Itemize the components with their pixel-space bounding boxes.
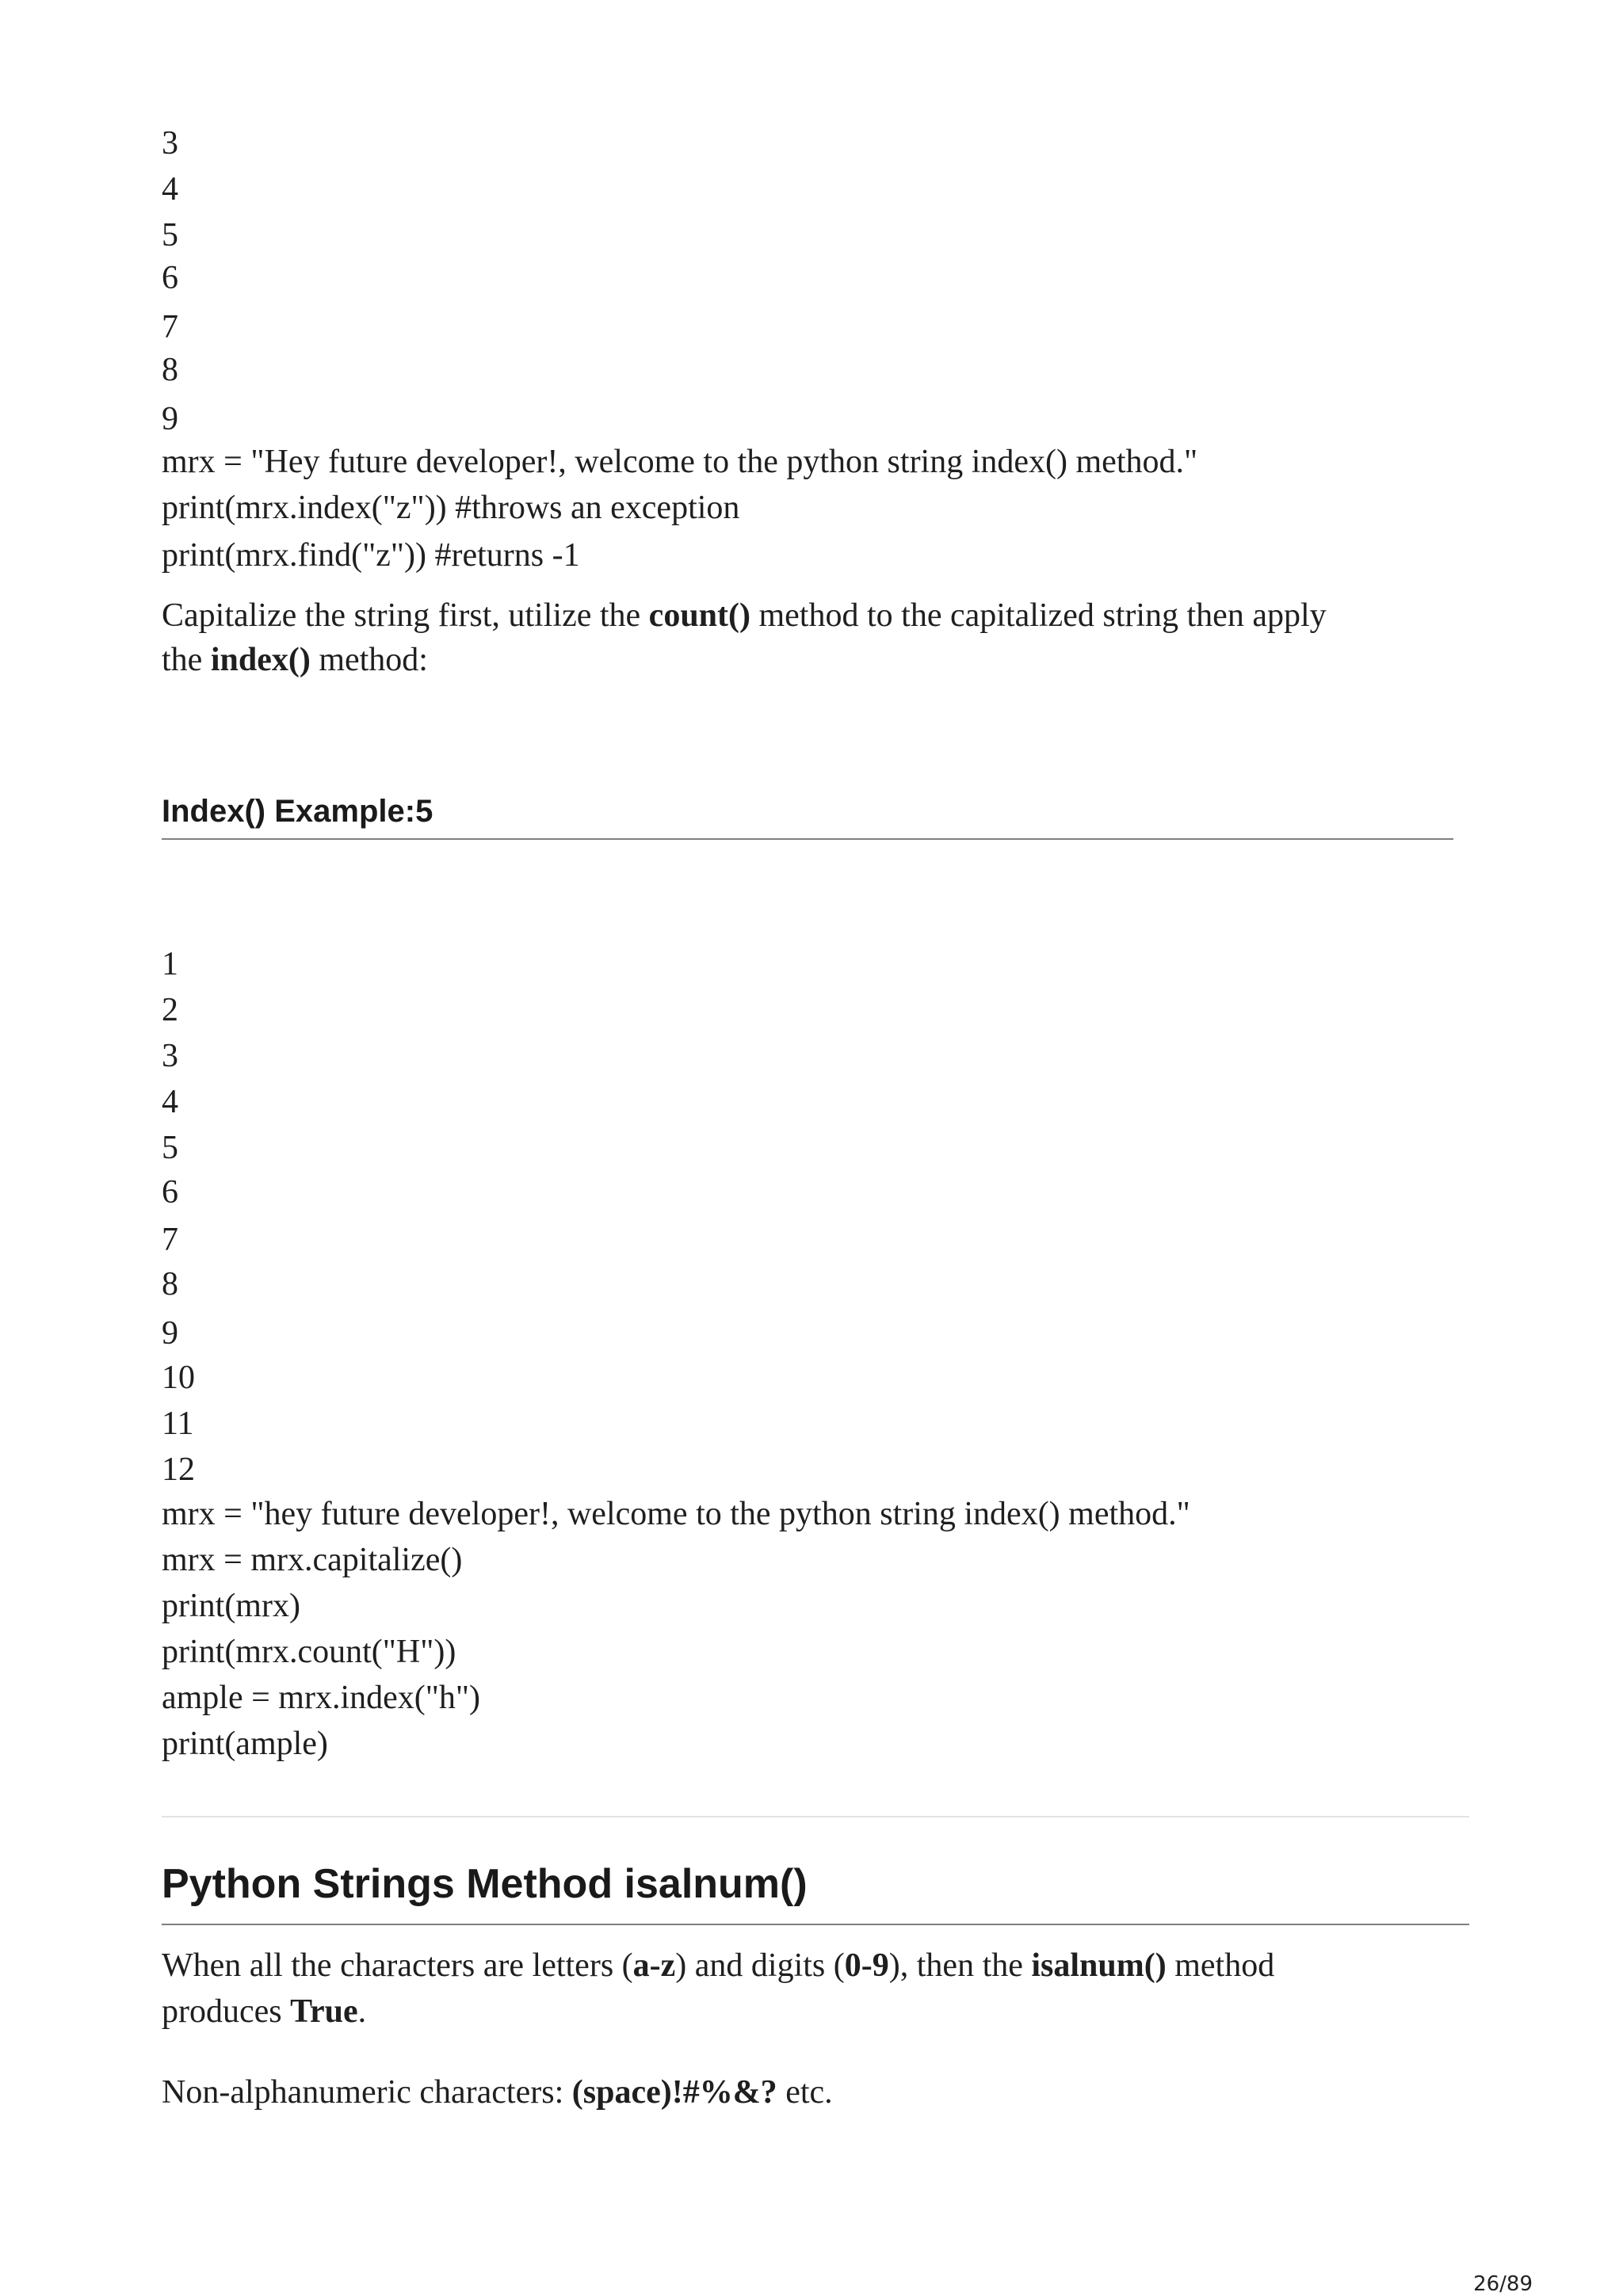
paragraph-line	[162, 599, 1327, 632]
line-number: 5	[162, 1130, 178, 1166]
line-number: 6	[162, 1174, 178, 1211]
code-line: print(mrx)	[162, 1588, 300, 1624]
paragraph-line	[162, 643, 428, 677]
line-number: 1	[162, 946, 178, 982]
line-number: 7	[162, 309, 178, 345]
code-line: mrx = mrx.capitalize()	[162, 1542, 463, 1578]
bold-text: a-z	[632, 1947, 676, 1984]
line-number: 5	[162, 217, 178, 254]
text: .	[357, 1993, 367, 2030]
code-line: print(mrx.count("H"))	[162, 1634, 456, 1670]
line-number: 11	[162, 1405, 194, 1442]
line-number: 7	[162, 1222, 178, 1258]
line-number: 9	[162, 1315, 178, 1352]
line-number: 4	[162, 171, 178, 208]
text: Non-alphanumeric characters:	[162, 2074, 572, 2111]
section-divider	[162, 1816, 1469, 1817]
paragraph-non-alphanumeric	[162, 2076, 833, 2109]
bold-text: count()	[648, 597, 750, 634]
code-line: mrx = "hey future developer!, welcome to the python string index() method."	[162, 1496, 1190, 1532]
text: method to the capitalized string then apply	[750, 597, 1327, 634]
text: method	[1166, 1947, 1275, 1984]
text: method:	[310, 642, 428, 678]
bold-text: isalnum()	[1031, 1947, 1167, 1984]
code-line: print(mrx.find("z")) #returns -1	[162, 537, 580, 574]
text: the	[162, 642, 211, 678]
code-line: ample = mrx.index("h")	[162, 1680, 481, 1716]
code-line: mrx = "Hey future developer!, welcome to the python string index() method."	[162, 444, 1198, 480]
line-number: 3	[162, 125, 178, 162]
line-number: 4	[162, 1084, 178, 1120]
paragraph-line	[162, 1949, 1274, 1982]
text: ), then the	[888, 1947, 1032, 1984]
section-heading: Python Strings Method isalnum()	[162, 1861, 808, 1907]
text: When all the characters are letters (	[162, 1947, 633, 1984]
text: etc.	[777, 2074, 833, 2111]
line-number: 9	[162, 401, 178, 437]
line-number: 8	[162, 352, 178, 388]
line-number: 3	[162, 1038, 178, 1074]
example-heading: Index() Example:5	[162, 794, 433, 829]
page-number: 26/89	[1473, 2272, 1533, 2296]
line-number: 12	[162, 1451, 195, 1488]
line-number: 10	[162, 1360, 195, 1396]
text: ) and digits (	[675, 1947, 845, 1984]
bold-text: (space)!#%&?	[571, 2074, 777, 2111]
code-line: print(mrx.index("z")) #throws an exception	[162, 490, 740, 526]
code-line: print(ample)	[162, 1726, 328, 1762]
bold-text: index()	[210, 642, 311, 678]
section-heading-underline	[162, 1924, 1469, 1925]
text: Capitalize the string first, utilize the	[162, 597, 649, 634]
bold-text: True	[290, 1993, 358, 2030]
line-number: 2	[162, 992, 178, 1028]
heading-underline	[162, 838, 1453, 840]
text: produces	[162, 1993, 291, 2030]
bold-text: 0-9	[844, 1947, 889, 1984]
line-number: 8	[162, 1266, 178, 1302]
paragraph-line	[162, 1995, 366, 2028]
line-number: 6	[162, 260, 178, 296]
